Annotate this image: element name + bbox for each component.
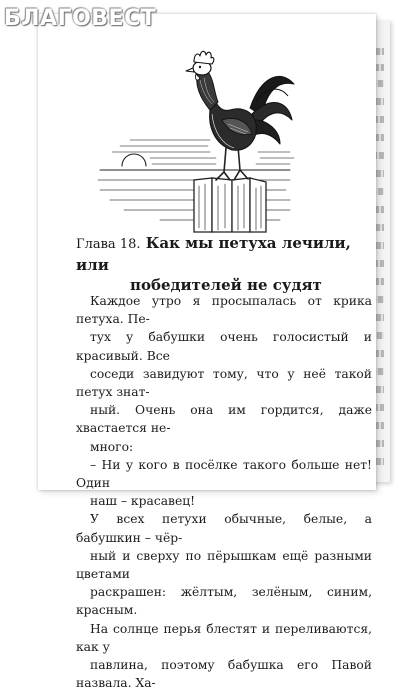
paragraph — [76, 292, 372, 456]
paragraph — [76, 510, 372, 692]
text-line: много: — [90, 439, 134, 454]
text-line: – Ни у кого в посёлке такого больше нет! Один — [76, 457, 372, 491]
text-line: павлина, поэтому бабушка его Павой назвала. Ха- — [76, 658, 372, 691]
chapter-label: Глава 18. — [76, 237, 141, 252]
text-line: тух у бабушки очень голосистый и красивый. Все — [76, 330, 372, 363]
text-line: раскрашен: жёлтым, зелёным, синим, красным. — [76, 585, 372, 618]
chapter-body-text — [76, 292, 372, 692]
text-line: У всех петухи обычные, белые, а бабушкин – чёр- — [76, 512, 372, 545]
text-line: ный. Очень она им гордится, даже хвастается не- — [76, 403, 372, 436]
text-line: Каждое утро я просыпалась от крика петуха. Пе- — [76, 294, 372, 327]
chapter-title-line-1: Как мы петуха лечили, или — [76, 234, 351, 274]
chapter-heading — [76, 233, 366, 295]
rooster-illustration — [90, 40, 298, 236]
text-line: На солнце перья блестят и переливаются, как у — [76, 621, 372, 654]
chapter-title-line-2: победителей не судят — [130, 276, 322, 294]
watermark-logo: БЛАГОВЕСТ — [4, 6, 157, 31]
text-line: ный и сверху по пёрышкам ещё разными цветами — [76, 548, 372, 582]
book-page — [38, 14, 376, 691]
text-line: наш – красавец! — [90, 494, 196, 509]
text-line: соседи завидуют тому, что у неё такой петух знат- — [76, 366, 372, 400]
paragraph — [76, 456, 372, 511]
